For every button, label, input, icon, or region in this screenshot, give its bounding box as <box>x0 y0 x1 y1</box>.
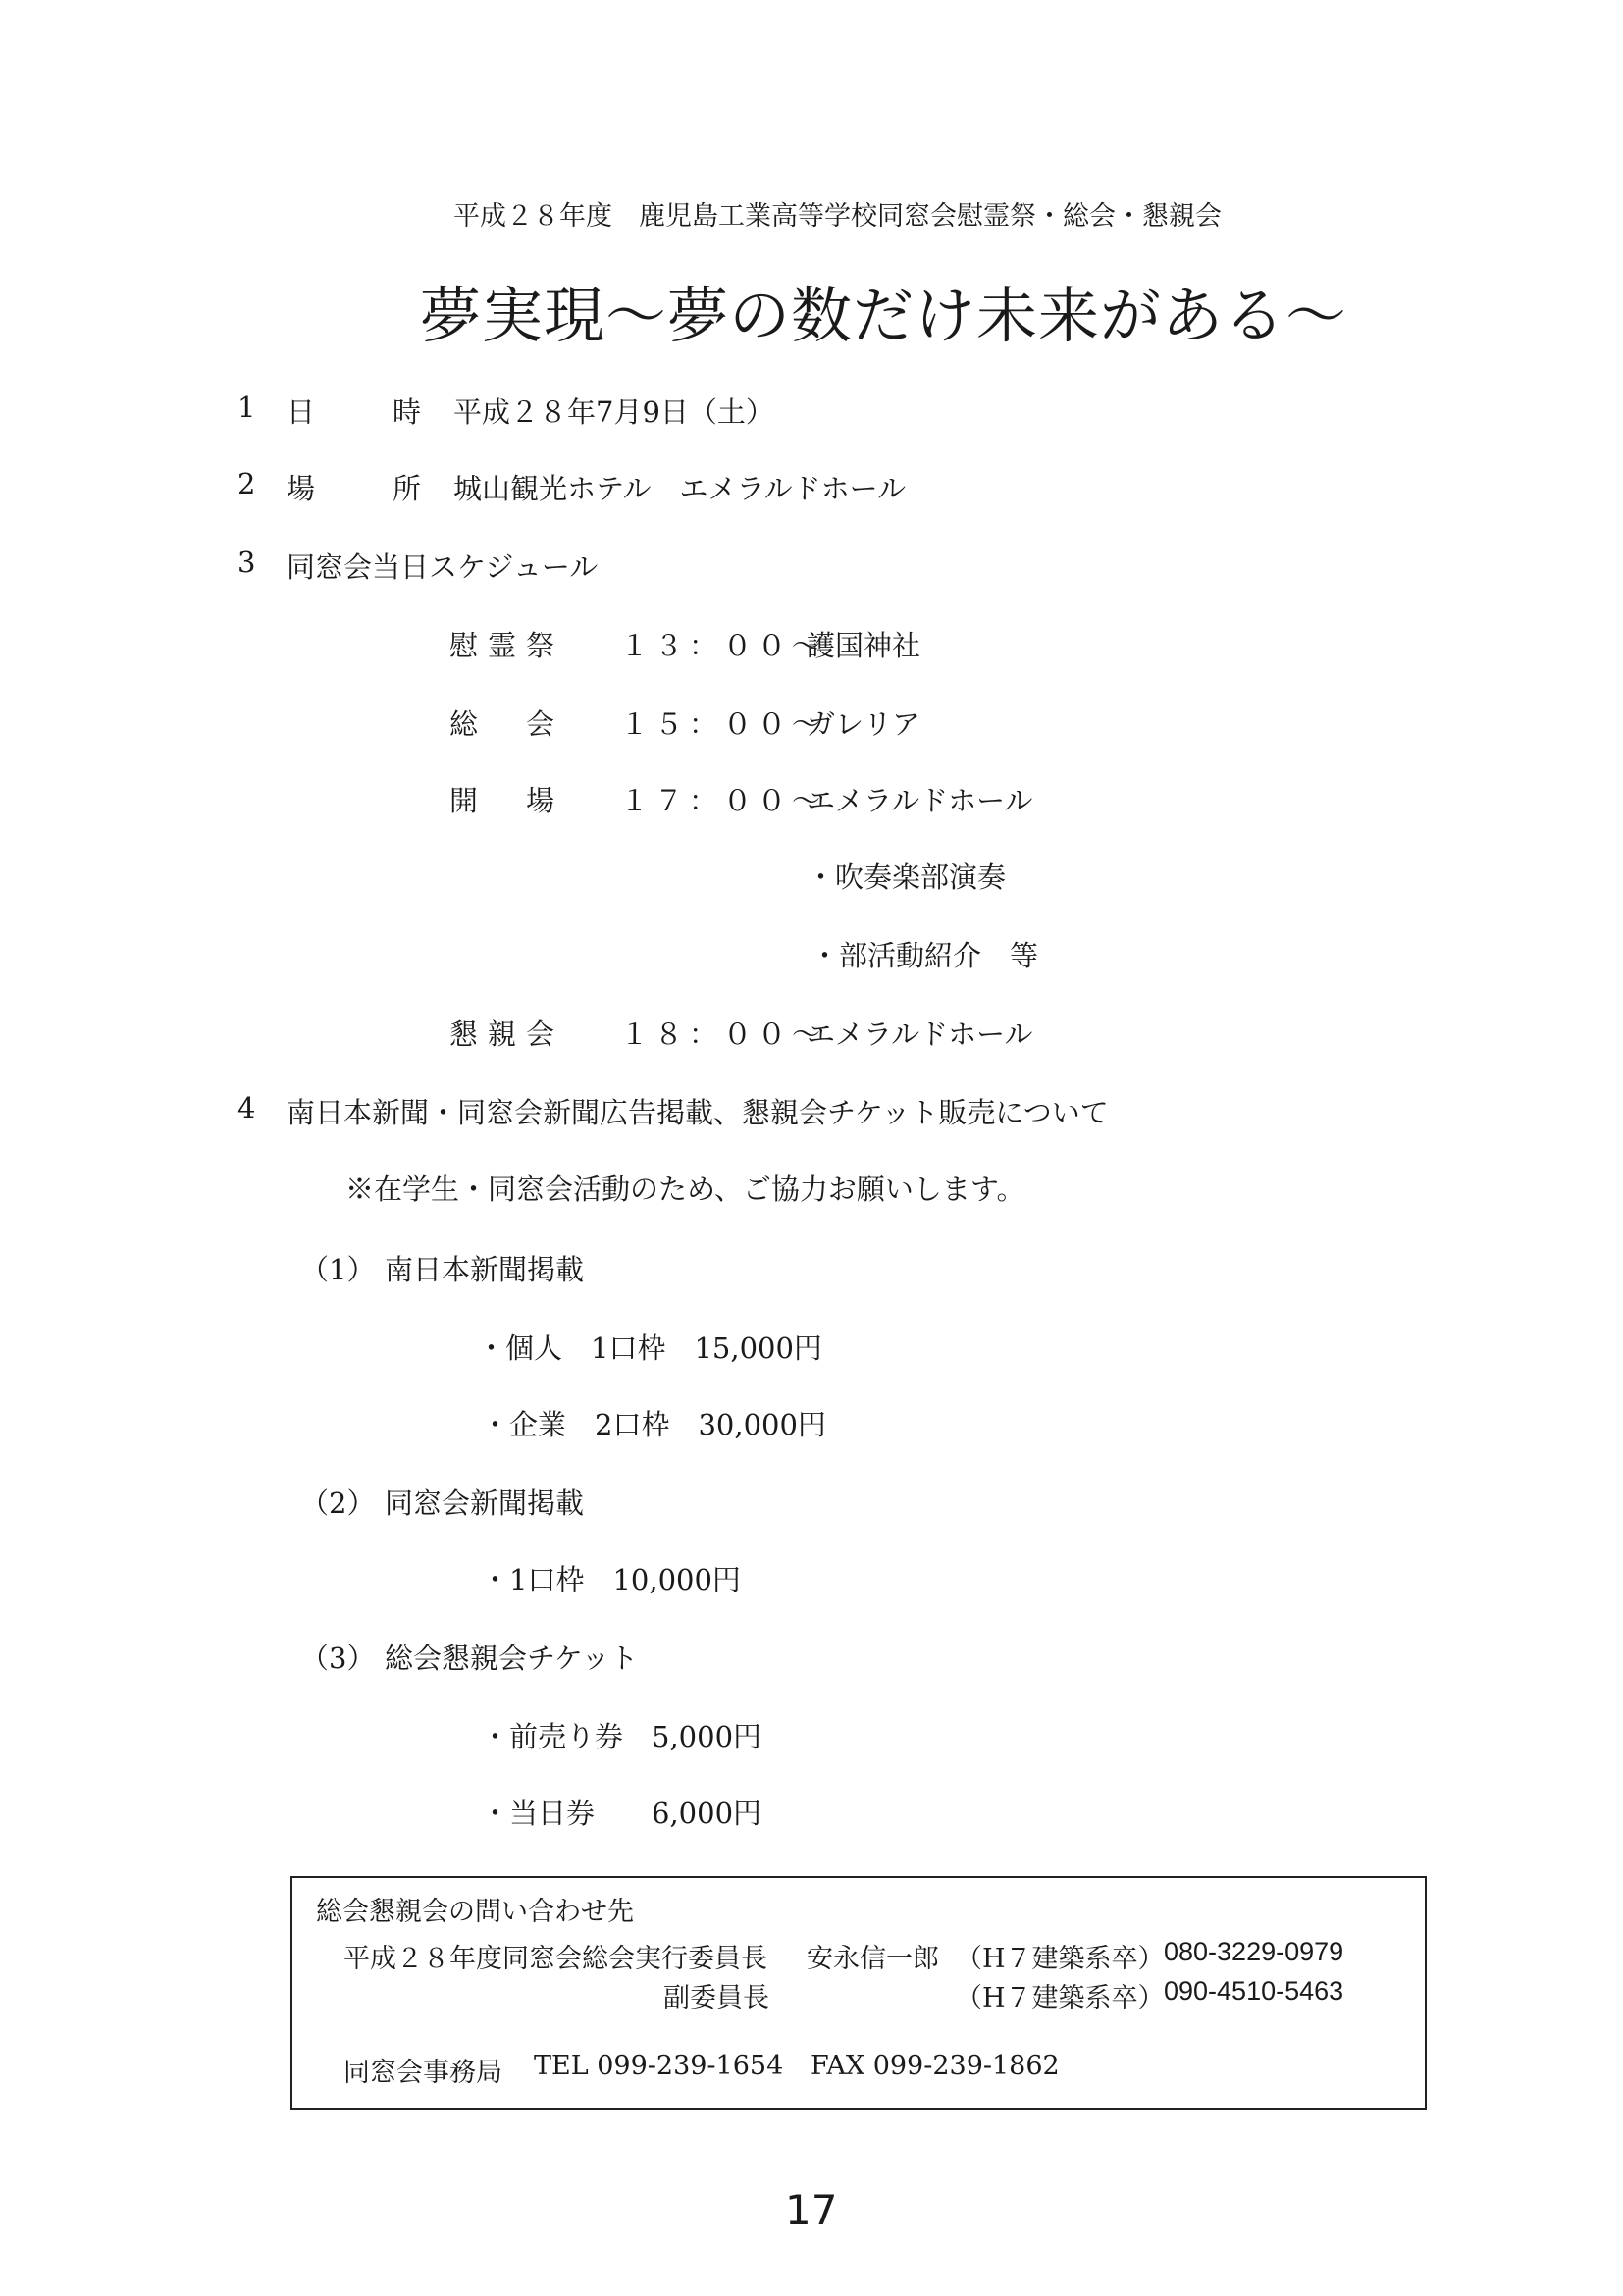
price-line: ・当日券 6,000円 <box>481 1797 762 1830</box>
section-label: （1） <box>300 1253 376 1286</box>
office-fax: FAX 099-239-1862 <box>811 2051 1060 2081</box>
schedule-row-label: 総 会 <box>449 707 565 741</box>
item-1-number: 1 <box>237 391 256 424</box>
schedule-row-label: 慰霊祭 <box>449 629 565 662</box>
ads-note: ※在学生・同窓会活動のため、ご協力お願いします。 <box>345 1173 1025 1206</box>
price-line: ・1口枠 10,000円 <box>481 1563 741 1596</box>
vice-affiliation: （H７建築系卒） <box>956 1983 1165 2013</box>
price-line: ・前売り券 5,000円 <box>481 1720 762 1753</box>
page-number: 17 <box>785 2186 838 2234</box>
section-title: 同窓会新聞掲載 <box>385 1487 585 1520</box>
chair-role: 平成２８年度同窓会総会実行委員長 <box>343 1944 767 1974</box>
schedule-subitem: ・吹奏楽部演奏 <box>807 861 1007 894</box>
section-label: （2） <box>300 1487 376 1520</box>
ads-heading: 南日本新聞・同窓会新聞広告掲載、懇親会チケット販売について <box>287 1096 1109 1129</box>
document-title: 夢実現～夢の数だけ未来がある～ <box>420 280 1348 351</box>
schedule-row-time: １８：００～ <box>620 1018 827 1051</box>
chair-name: 安永信一郎 <box>807 1944 939 1974</box>
item-4-number: 4 <box>237 1091 256 1124</box>
chair-phone: 080-3229-0979 <box>1164 1937 1344 1966</box>
schedule-row-venue: エメラルドホール <box>807 1018 1033 1051</box>
schedule-row-venue: 護国神社 <box>807 629 921 662</box>
contact-heading: 総会懇親会の問い合わせ先 <box>316 1897 634 1927</box>
vice-role: 副委員長 <box>663 1983 769 2013</box>
price-line: ・企業 2口枠 30,000円 <box>481 1408 826 1441</box>
schedule-subitem: ・部活動紹介 等 <box>811 939 1039 972</box>
office-tel: TEL 099-239-1654 <box>534 2051 784 2081</box>
schedule-row-time: １７：００～ <box>620 784 827 817</box>
schedule-row-time: １５：００～ <box>620 707 827 741</box>
office-label: 同窓会事務局 <box>343 2058 502 2088</box>
item-2-label-part2: 所 <box>393 472 422 505</box>
section-title: 総会懇親会チケット <box>385 1642 639 1675</box>
event-date: 平成２８年7月9日（土） <box>453 395 774 429</box>
item-2-label-part1: 場 <box>287 472 316 505</box>
schedule-heading: 同窓会当日スケジュール <box>287 550 599 584</box>
item-3-number: 3 <box>237 546 256 579</box>
document-subtitle: 平成２８年度 鹿児島工業高等学校同窓会慰霊祭・総会・懇親会 <box>453 201 1222 232</box>
schedule-row-time: １３：００～ <box>620 629 827 662</box>
item-1-label-part2: 時 <box>393 395 422 429</box>
section-title: 南日本新聞掲載 <box>385 1253 585 1286</box>
schedule-row-venue: ガレリア <box>807 707 921 741</box>
contact-box <box>290 1876 1427 2110</box>
chair-affiliation: （H７建築系卒） <box>956 1944 1165 1974</box>
schedule-row-venue: エメラルドホール <box>807 784 1033 817</box>
event-venue: 城山観光ホテル エメラルドホール <box>453 472 907 505</box>
item-2-number: 2 <box>237 467 256 500</box>
vice-phone: 090-4510-5463 <box>1164 1976 1344 2006</box>
schedule-row-label: 懇親会 <box>449 1018 565 1051</box>
section-label: （3） <box>300 1642 376 1675</box>
item-1-label-part1: 日 <box>287 395 316 429</box>
schedule-row-label: 開 場 <box>449 784 565 817</box>
price-line: ・個人 1口枠 15,000円 <box>477 1331 822 1365</box>
